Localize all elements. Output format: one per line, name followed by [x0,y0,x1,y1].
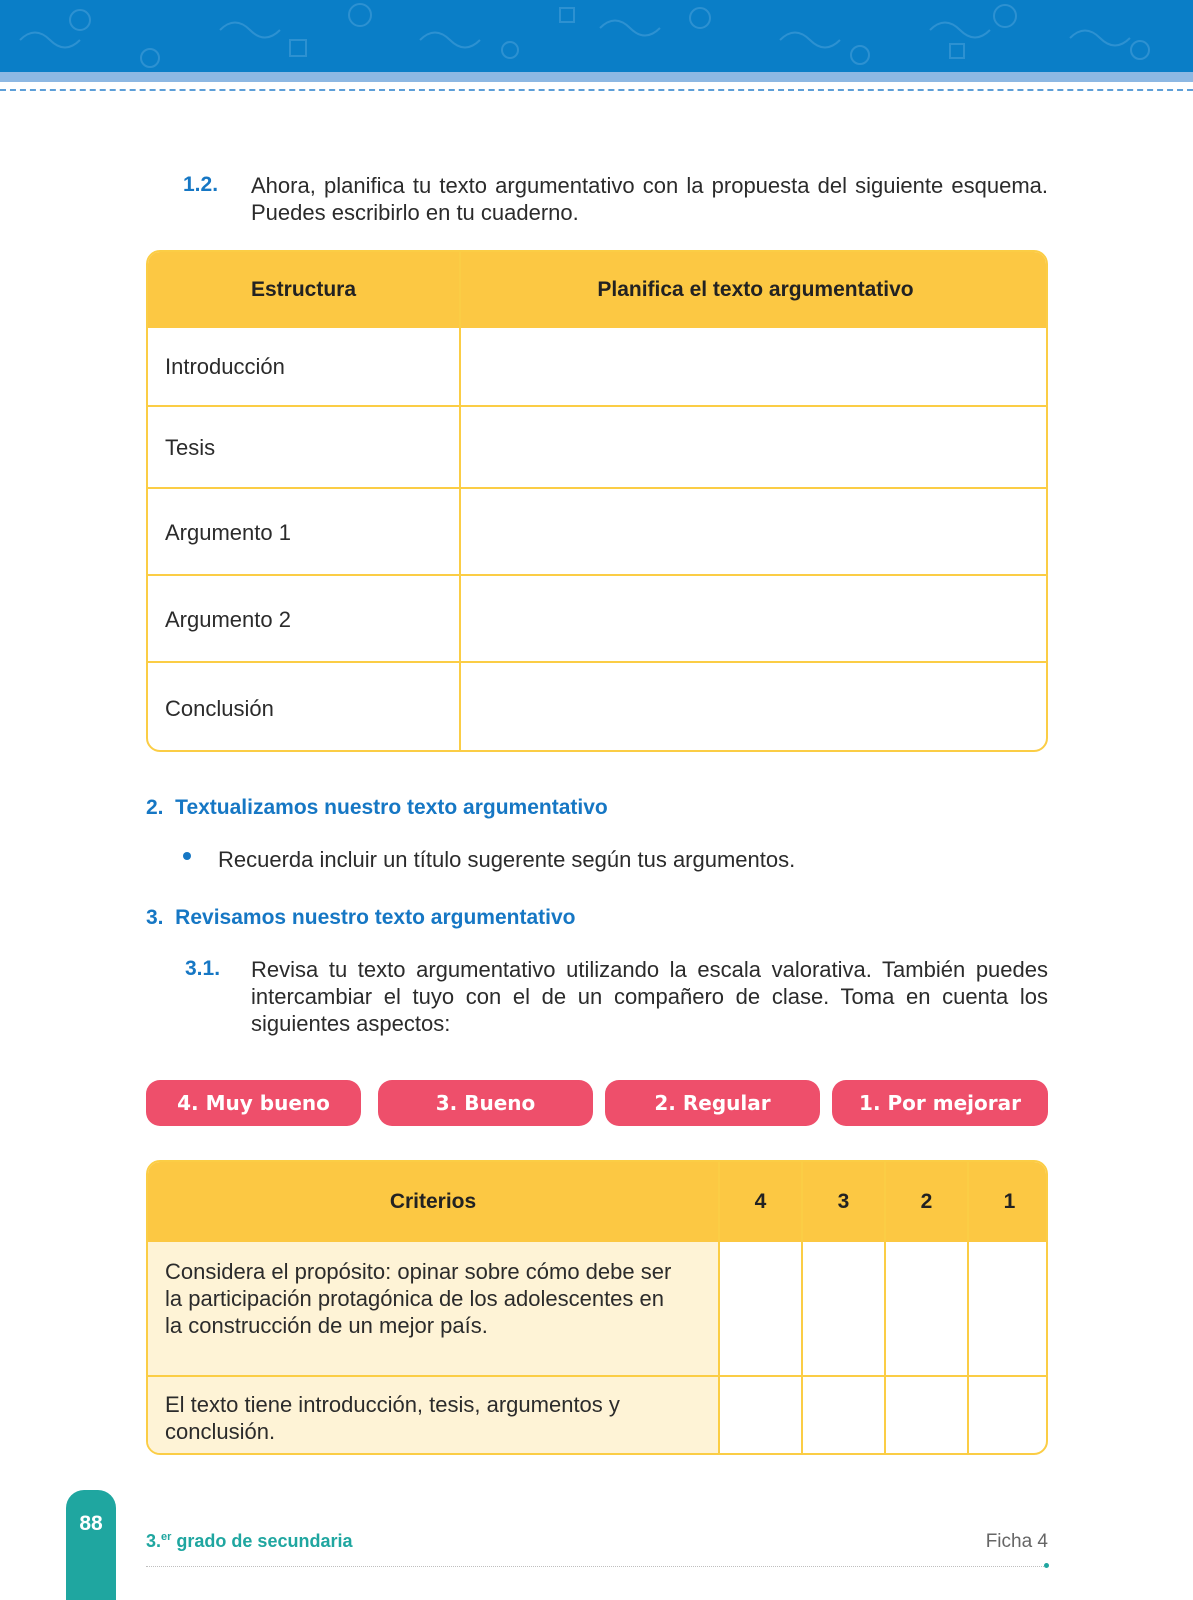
row-label-conclusion: Conclusión [165,696,274,721]
header-criterios: Criterios [389,1190,477,1213]
column-divider [459,252,461,750]
column-divider [967,1162,969,1453]
header-score-4: 4 [754,1190,767,1213]
header-score-2: 2 [920,1190,933,1213]
footer-dot [1044,1563,1049,1568]
header-strip [0,72,1193,82]
footer-ficha: Ficha 4 [985,1531,1048,1552]
grade-rest: grado de secundaria [171,1531,353,1551]
header-score-1: 1 [1003,1190,1016,1213]
evaluation-table [146,1160,1048,1455]
page-number: 88 [79,1512,103,1535]
bullet-dot [183,852,191,860]
planning-table [146,250,1048,752]
row-divider [148,661,1046,663]
row-divider [148,1375,1046,1377]
scale-pill-muy-bueno: 4. Muy bueno [146,1080,361,1126]
scale-pill-bueno: 3. Bueno [378,1080,593,1126]
header-planifica: Planifica el texto argumentativo [597,278,914,301]
scale-pill-regular: 2. Regular [605,1080,820,1126]
row-label-argumento-1: Argumento 1 [165,520,291,545]
row-divider [148,487,1046,489]
column-divider [801,1162,803,1453]
grade-prefix: 3. [146,1531,162,1551]
row-divider [148,405,1046,407]
header-divider [0,89,1193,91]
scale-pill-por-mejorar: 1. Por mejorar [832,1080,1048,1126]
header-band [0,0,1193,72]
page-number-tab [66,1490,116,1600]
header-score-3: 3 [837,1190,850,1213]
doodle-pattern [0,0,1193,72]
row-divider [148,574,1046,576]
step-number-1-2: 1.2. [183,173,219,196]
step-text-1-2: Ahora, planifica tu texto argumentativo con la propuesta del siguiente esquema. Puedes escribirlo en tu cuaderno. [251,173,1048,225]
criterion-estructura: El texto tiene introducción, tesis, argumentos y conclusión. [165,1392,620,1444]
header-estructura: Estructura [250,278,357,301]
column-divider [884,1162,886,1453]
column-divider [718,1162,720,1453]
row-label-tesis: Tesis [165,435,216,460]
row-label-argumento-2: Argumento 2 [165,607,291,632]
step-text-3-1: Revisa tu texto argumentativo utilizando la escala valorativa. También puedes intercambiar el tuyo con el de un compañero de clase. Toma en cuenta los siguientes aspectos: [251,957,1048,1036]
step-number-3-1: 3.1. [185,957,221,980]
criterion-proposito: Considera el propósito: opinar sobre cómo debe ser la participación protagónica de los adolescentes en la construcción de un mejor país. [165,1259,672,1338]
section-title-2: 2. Textualizamos nuestro texto argumentativo [146,796,608,819]
section-title-3: 3. Revisamos nuestro texto argumentativo [146,906,576,929]
row-label-introduccion: Introducción [165,354,285,379]
grade-superscript: er [161,1531,172,1543]
bullet-text: Recuerda incluir un título sugerente según tus argumentos. [218,847,796,872]
footer-grade [146,1531,352,1552]
footer-divider [146,1566,1046,1567]
